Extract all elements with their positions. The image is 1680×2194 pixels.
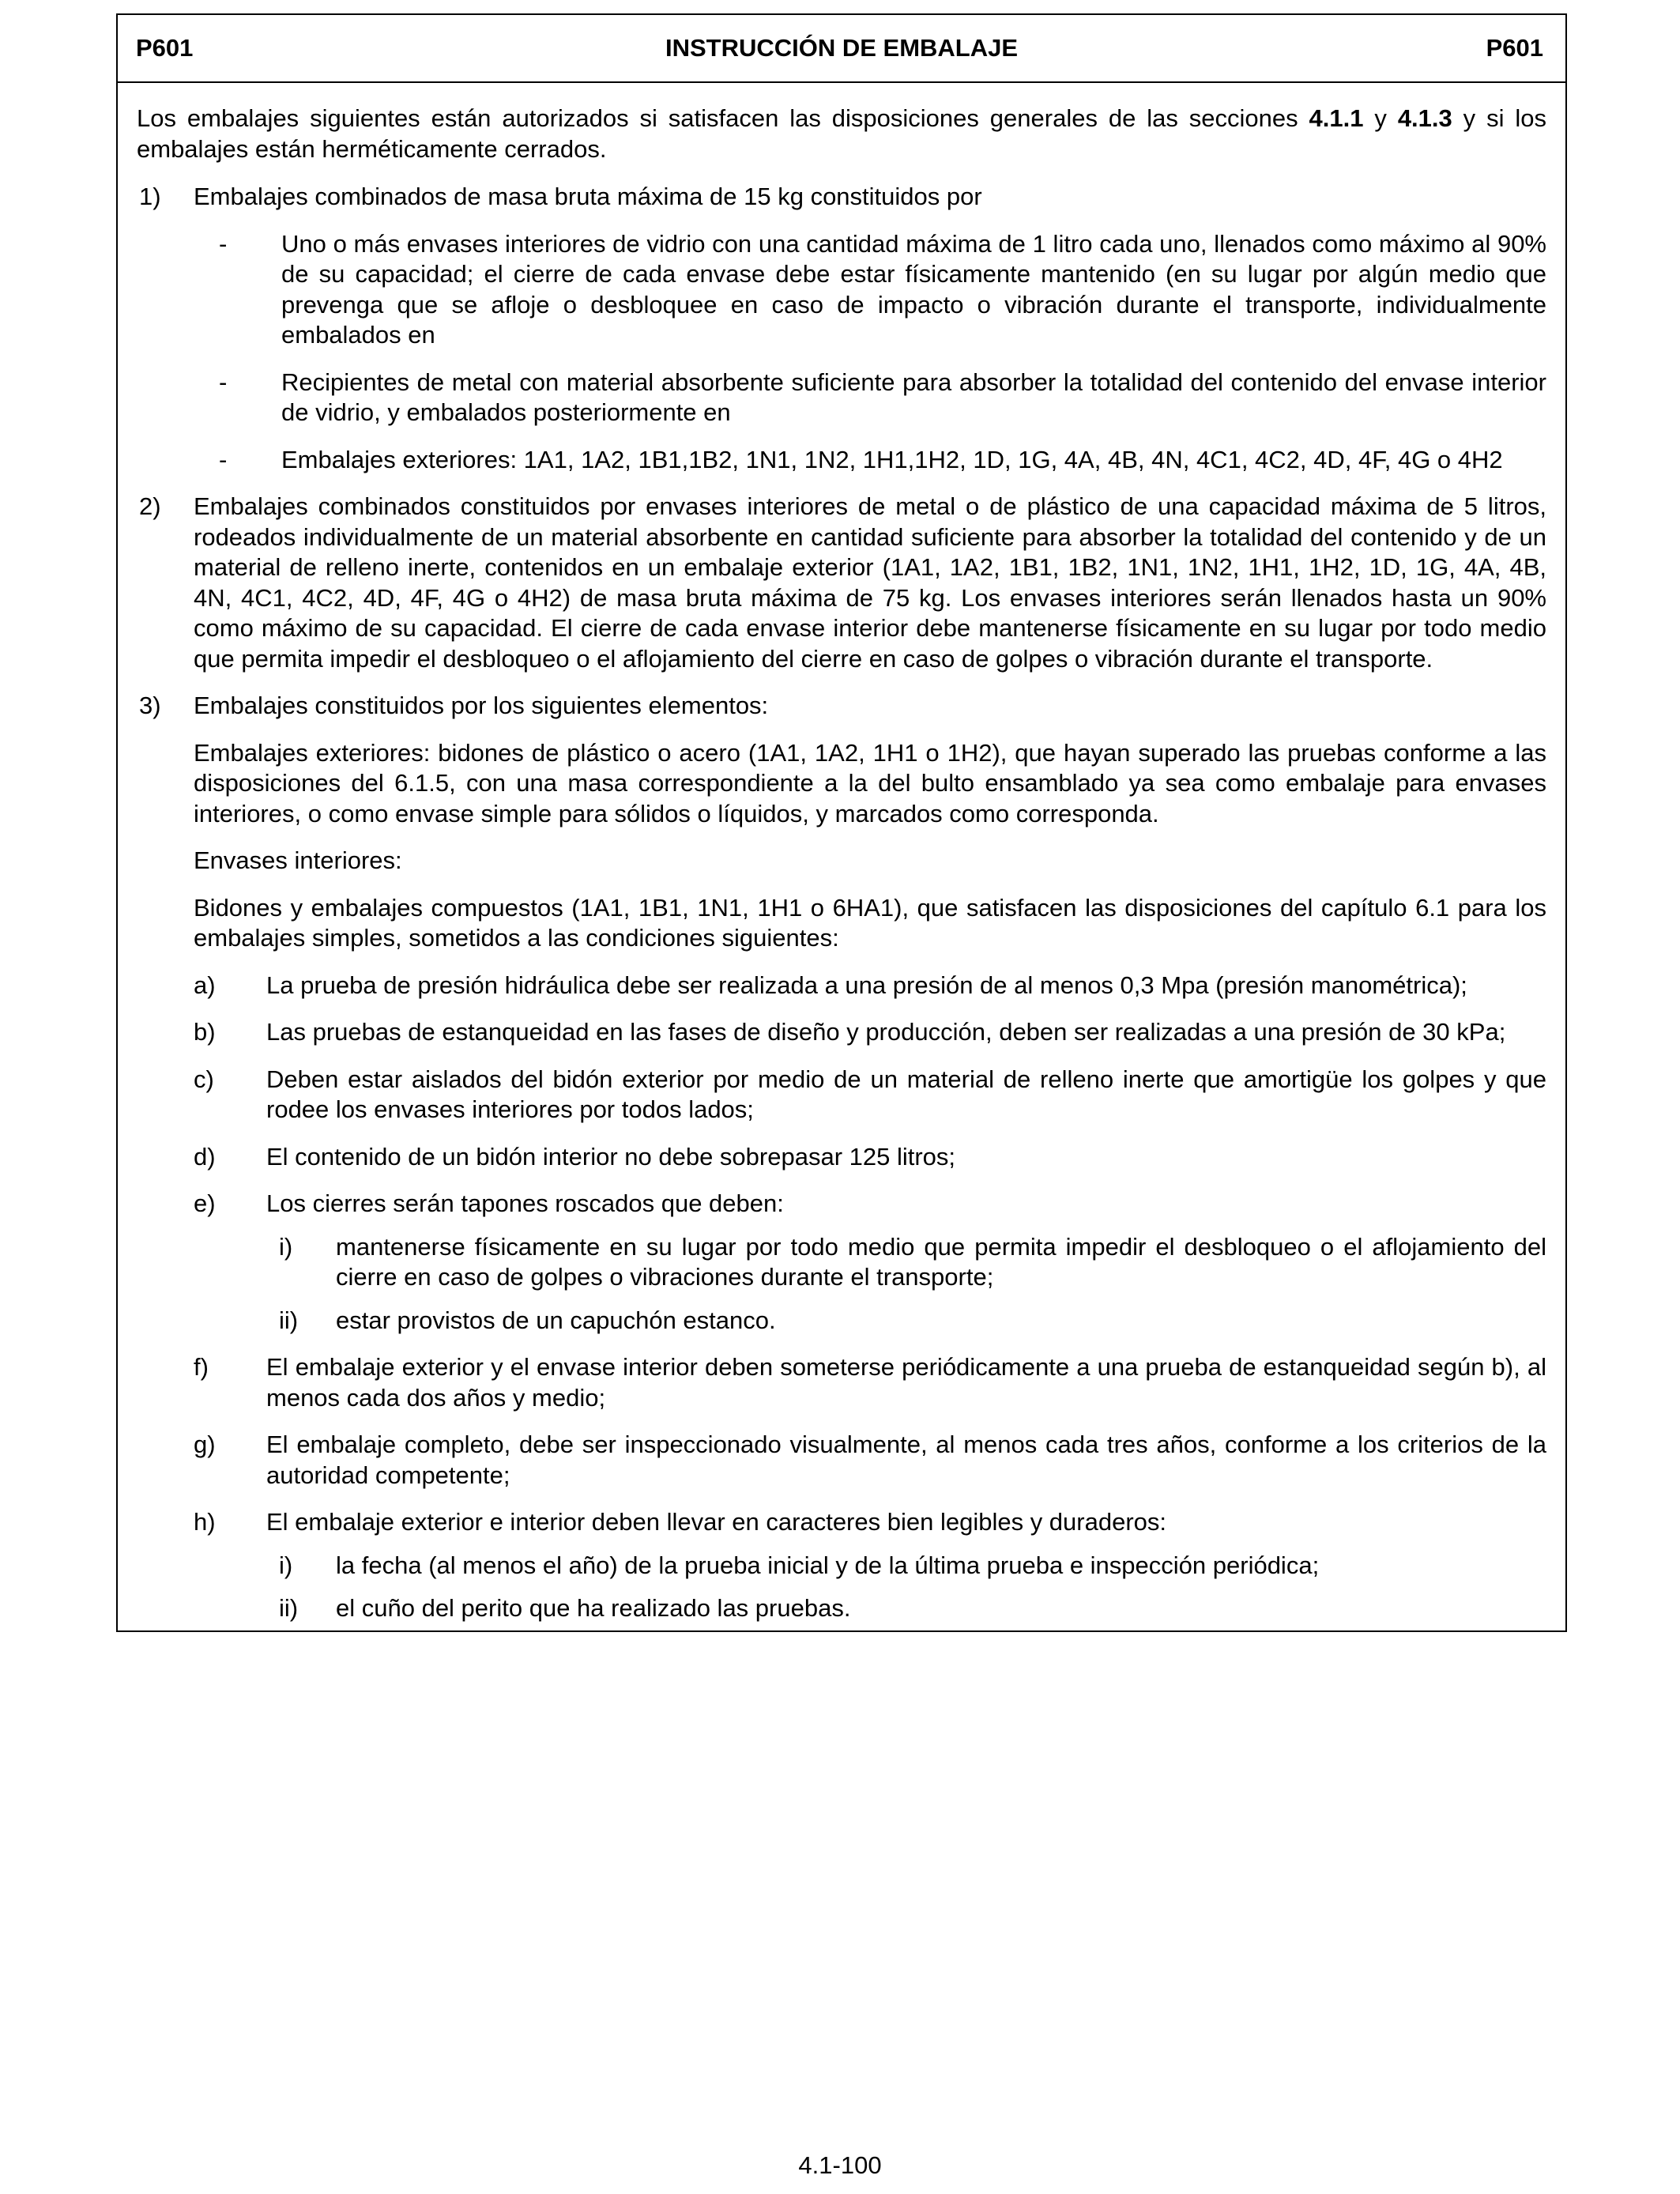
intro-paragraph [137,104,1546,164]
condition-h-i [137,1551,1546,1581]
item-3 [137,691,1546,722]
dash-text: Recipientes de metal con material absorbente suficiente para absorber la totalidad del contenido del envase interior de vidrio, y embalados posteriormente en [281,368,1546,426]
intro-text-1: Los embalajes siguientes están autorizados si satisfacen las disposiciones generales de las secciones [137,104,1309,132]
condition-marker: d) [194,1142,216,1171]
instruction-table [116,13,1567,1632]
intro-text-3: y si los embalajes están herméticamente cerrados. [137,104,1546,163]
condition-text: La prueba de presión hidráulica debe ser realizada a una presión de al menos 0,3 Mpa (presión manométrica); [266,971,1467,999]
item-number: 2) [139,492,161,520]
condition-marker: ii) [279,1306,299,1334]
header-code-right: P601 [1486,34,1543,62]
intro-text-2: y [1363,104,1398,132]
outer-packaging-paragraph: Embalajes exteriores: bidones de plástico o acero (1A1, 1A2, 1H1 o 1H2), que hayan superado las pruebas conforme a las disposiciones del 6.1.5, con una masa correspondiente a la del bulto ensamblado ya sea como embalaje para envases interiores, o como envase simple para sólidos o líquidos, y marcados como corresponda. [194,738,1546,827]
condition-marker: h) [194,1508,216,1536]
dash-marker: - [219,368,228,396]
dash-text: Uno o más envases interiores de vidrio con una cantidad máxima de 1 litro cada uno, llenados como máximo al 90% de su capacidad; el cierre de cada envase debe estar físicamente mantenido (en su lugar por algún medio que prevenga que se afloje o desbloquee en caso de impacto o vibración durante el transporte, individualmente embalados en [281,229,1546,349]
table-header [118,15,1565,83]
condition-marker: e) [194,1189,216,1217]
table-body [118,83,1565,1630]
condition-h [137,1507,1546,1538]
condition-e-ii [137,1306,1546,1336]
condition-marker: g) [194,1431,216,1458]
condition-e [137,1189,1546,1220]
condition-marker: i) [279,1551,293,1579]
condition-marker: a) [194,971,216,999]
condition-g [137,1430,1546,1491]
condition-text: la fecha (al menos el año) de la prueba inicial y de la última prueba e inspección periódica; [336,1551,1320,1579]
condition-marker: c) [194,1065,214,1093]
inner-packaging-paragraph: Bidones y embalajes compuestos (1A1, 1B1, 1N1, 1H1 o 6HA1), que satisfacen las disposiciones del capítulo 6.1 para los embalajes simples, sometidos a las condiciones siguientes: [194,893,1546,952]
condition-d [137,1142,1546,1173]
item-text: Embalajes constituidos por los siguientes elementos: [194,692,769,719]
list-item [137,229,1546,351]
condition-text: mantenerse físicamente en su lugar por todo medio que permita impedir el desbloqueo o el aflojamiento del cierre en caso de golpes o vibraciones durante el transporte; [336,1232,1546,1291]
intro-ref-2: 4.1.3 [1397,104,1452,132]
item-number: 3) [139,692,161,719]
condition-a [137,971,1546,1001]
condition-text: Deben estar aislados del bidón exterior por medio de un material de relleno inerte que amortigüe los golpes y que rodee los envases interiores por todos lados; [266,1065,1546,1123]
page-number: 4.1-100 [798,2151,882,2179]
condition-b [137,1017,1546,1048]
list-item [137,368,1546,428]
header-code-left: P601 [136,34,194,62]
item-number: 1) [139,183,161,210]
dash-marker: - [219,445,228,473]
item-2 [137,492,1546,674]
condition-e-i [137,1232,1546,1293]
condition-marker: ii) [279,1594,299,1622]
condition-text: Las pruebas de estanqueidad en las fases de diseño y producción, deben ser realizadas a una presión de 30 kPa; [266,1018,1506,1046]
condition-text: El embalaje exterior e interior deben llevar en caracteres bien legibles y duraderos: [266,1508,1167,1536]
condition-text: El contenido de un bidón interior no debe sobrepasar 125 litros; [266,1142,956,1171]
condition-marker: i) [279,1232,293,1261]
dash-text: Embalajes exteriores: 1A1, 1A2, 1B1,1B2, 1N1, 1N2, 1H1,1H2, 1D, 1G, 4A, 4B, 4N, 4C1, 4C2, 4D, 4F, 4G o 4H2 [281,445,1503,473]
condition-marker: b) [194,1018,216,1046]
condition-h-ii [137,1593,1546,1624]
item-1 [137,182,1546,213]
condition-f [137,1352,1546,1413]
condition-text: estar provistos de un capuchón estanco. [336,1306,776,1334]
list-item [137,445,1546,476]
condition-text: El embalaje exterior y el envase interior deben someterse periódicamente a una prueba de estanqueidad según b), al menos cada dos años y medio; [266,1353,1546,1412]
item-text: Embalajes combinados constituidos por envases interiores de metal o de plástico de una capacidad máxima de 5 litros, rodeados individualmente de un material absorbente en cantidad suficiente para absorber la totalidad del contenido y de un material de relleno inerte, contenidos en un embalaje exterior (1A1, 1A2, 1B1, 1B2, 1N1, 1N2, 1H1, 1H2, 1D, 1G, 4A, 4B, 4N, 4C1, 4C2, 4D, 4F, 4G o 4H2) de masa bruta máxima de 75 kg. Los envases interiores serán llenados hasta un 90% como máximo de su capacidad. El cierre de cada envase interior debe mantenerse físicamente en su lugar por todo medio que permita impedir el desbloqueo o el aflojamiento del cierre en caso de golpes o vibración durante el transporte. [194,492,1546,673]
header-title: INSTRUCCIÓN DE EMBALAJE [665,34,1019,62]
condition-marker: f) [194,1353,209,1381]
dash-marker: - [219,229,228,258]
item-text: Embalajes combinados de masa bruta máxima de 15 kg constituidos por [194,183,982,210]
condition-text: Los cierres serán tapones roscados que deben: [266,1189,784,1217]
condition-text: El embalaje completo, debe ser inspeccionado visualmente, al menos cada tres años, conforme a los criterios de la autoridad competente; [266,1431,1546,1489]
inner-packaging-label: Envases interiores: [194,846,402,874]
condition-text: el cuño del perito que ha realizado las pruebas. [336,1594,851,1622]
condition-c [137,1065,1546,1125]
intro-ref-1: 4.1.1 [1309,104,1364,132]
